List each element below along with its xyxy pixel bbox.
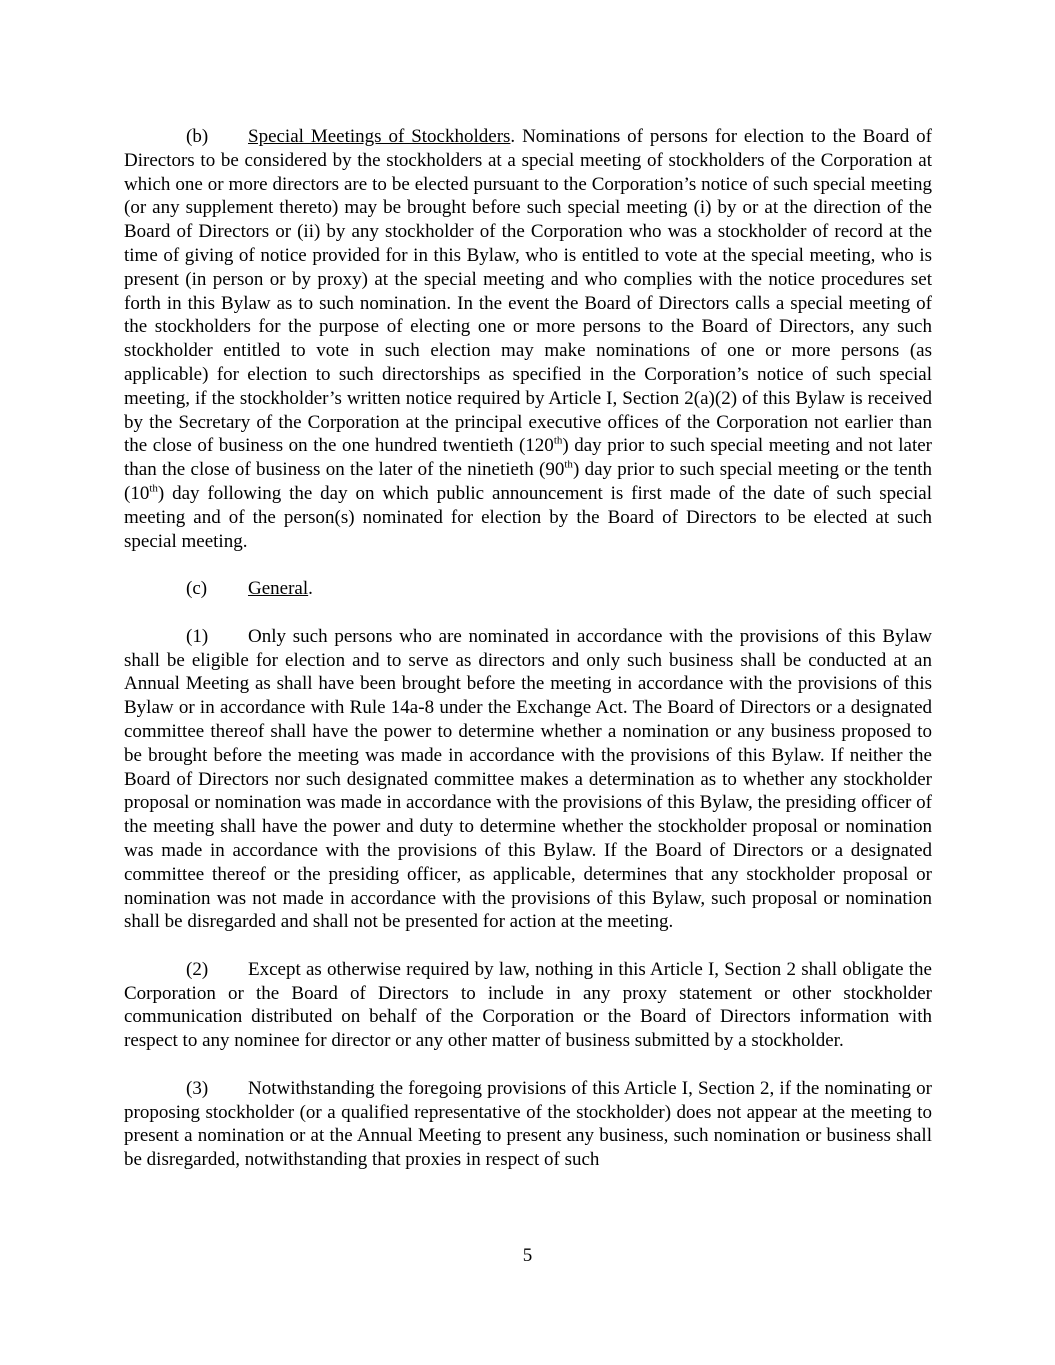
paragraph-1 — [124, 625, 932, 934]
paragraph-2 — [124, 958, 932, 1053]
superscript: th — [553, 435, 563, 448]
paragraph-3 — [124, 1077, 932, 1172]
paragraph-b — [124, 125, 932, 553]
section-heading: Special Meetings of Stockholders — [248, 126, 511, 147]
paragraph-text: . — [308, 578, 313, 600]
paragraph-text: ) day prior to such special meeting and not later than the close of business on the later of the ninetieth (90 — [124, 435, 932, 481]
paragraph-c — [124, 577, 932, 601]
paragraph-label: (3) — [186, 1077, 209, 1099]
paragraph-label: (b) — [186, 126, 209, 147]
paragraph-text: ) day prior to such special meeting or the tenth (10 — [124, 459, 932, 504]
paragraph-label: (c) — [186, 578, 208, 600]
superscript: th — [564, 458, 573, 471]
page-number: 5 — [522, 1245, 533, 1266]
paragraph-label: (1) — [186, 625, 209, 647]
paragraph-text: . Nominations of persons for election to the Board of Directors to be considered by the stockholders at a special meeting of stockholders of the Corporation at which one or more directors are to be elected pursuant to the Corporation’s notice of such special meeting (or any supplement thereto) may be brought before such special meeting (i) by or at the direction of the Board of Directors or (ii) by any stockholder of the Corporation who was a stockholder of record at the time of giving of notice provided for in this Bylaw, who is entitled to vote at the special meeting, who is present (in person or by proxy) at the special meeting and who complies with the notice procedures set forth in this Bylaw as to such nomination. In the event the Board of Directors calls a special meeting of the stockholders for the purpose of electing one or more persons to the Board of Directors, any such stockholder entitled to vote in such election may make nominations of one or more persons (as applicable) for election to such directorships as specified in the Corporation’s notice of such special meeting, if the stockholder’s written notice required by Article I, Section 2(a)(2) of this Bylaw is received by the Secretary of the Corporation at the principal executive offices of the Corporation not earlier than the close of business on the one hundred twentieth (120 — [124, 126, 932, 457]
paragraph-label: (2) — [186, 958, 209, 980]
section-heading: General — [248, 578, 309, 600]
paragraph-text: Except as otherwise required by law, nothing in this Article I, Section 2 shall obligate the Corporation or the Board of Directors to include in any proxy statement or other stockholder communication distributed on behalf of the Corporation or the Board of Directors information with respect to any nominee for director or any other matter of business submitted by a stockholder. — [124, 958, 932, 1052]
paragraph-text: Only such persons who are nominated in accordance with the provisions of this Bylaw shall be eligible for election and to serve as directors and only such business shall be conducted at an Annual Meeting as shall have been brought before the meeting in accordance with the provisions of this Bylaw or in accordance with Rule 14a-8 under the Exchange Act. The Board of Directors or a designated committee thereof shall have the power to determine whether a nomination or any business proposed to be brought before the meeting was made in accordance with the provisions of this Bylaw. If neither the Board of Directors nor such designated committee makes a determination as to whether any stockholder proposal or nomination was made in accordance with the provisions of this Bylaw, the presiding officer of the meeting shall have the power and duty to determine whether the stockholder proposal or nomination was made in accordance with the provisions of this Bylaw. If the Board of Directors or a designated committee thereof or the presiding officer, as applicable, determines that any stockholder proposal or nomination was not made in accordance with the provisions of this Bylaw, such proposal or nomination shall be disregarded and shall not be presented for action at the meeting. — [124, 625, 932, 933]
superscript: th — [149, 482, 158, 495]
paragraph-text: ) day following the day on which public announcement is first made of the date of such special meeting and of the person(s) nominated for election by the Board of Directors to be elected at such special meeting. — [124, 482, 932, 552]
document-page — [124, 125, 932, 1172]
paragraph-text: Notwithstanding the foregoing provisions of this Article I, Section 2, if the nominating or proposing stockholder (or a qualified representative of the stockholder) does not appear at the meeting to present a nomination or at the Annual Meeting to present any business, such nomination or business shall be disregarded, notwithstanding that proxies in respect of such — [124, 1077, 932, 1171]
